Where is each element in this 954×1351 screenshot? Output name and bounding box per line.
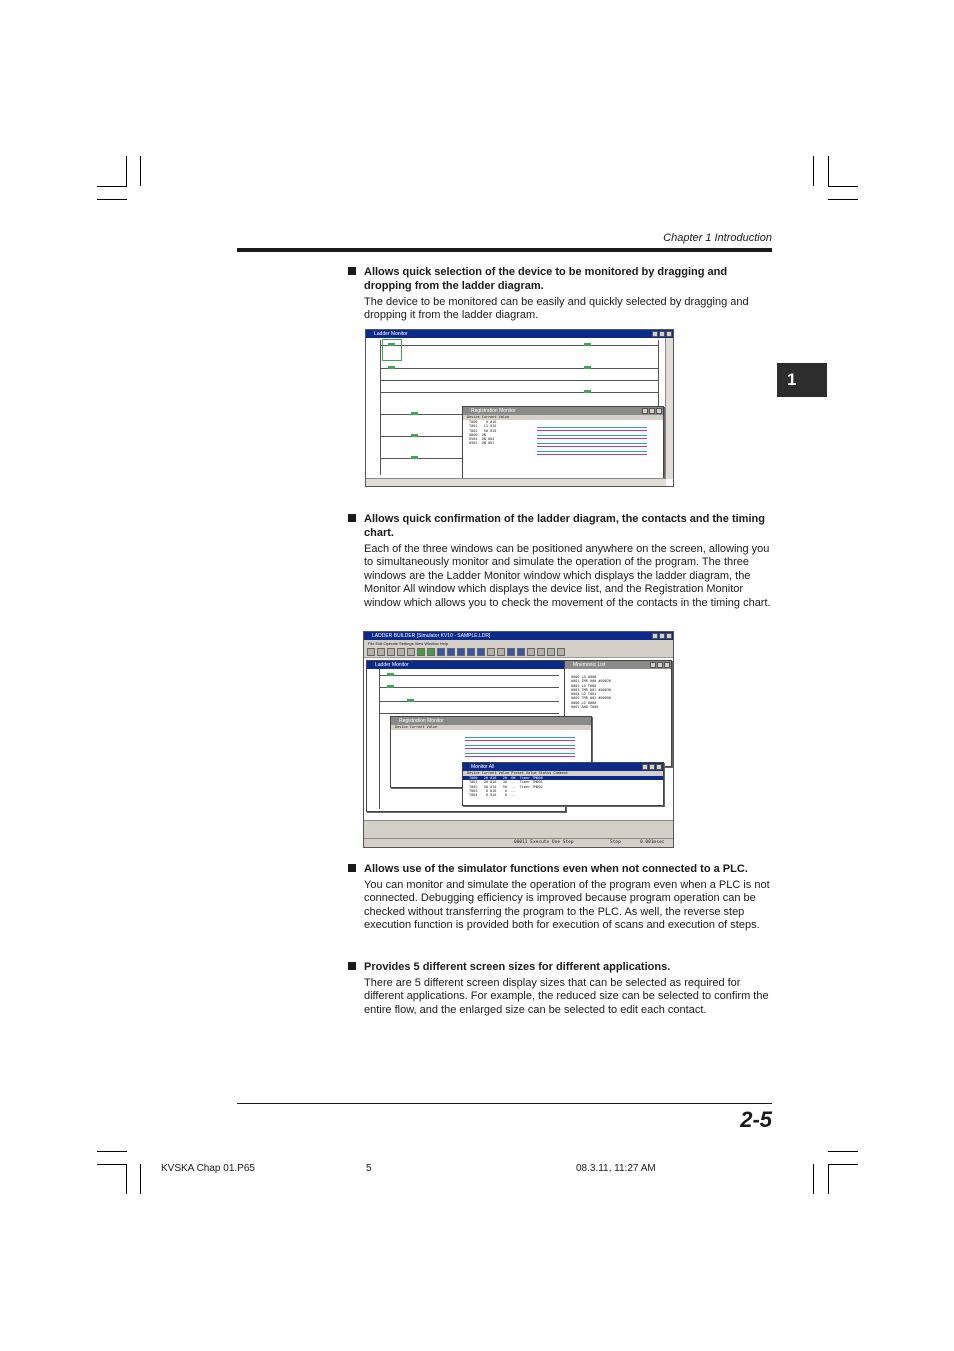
header-rule — [237, 248, 772, 252]
maximize-icon — [649, 764, 655, 770]
crop-mark — [126, 156, 127, 186]
list-item: T003 0 010 0 -- — [469, 788, 516, 793]
coil — [584, 366, 591, 369]
section-4 — [348, 960, 772, 1017]
footer-rule — [237, 1103, 772, 1104]
window-titlebar — [366, 330, 673, 338]
section-body: You can monitor and simulate the operation of the program even when a PLC is not connected. Debugging efficiency is improved because program operation can be checked without transferring the program to the PLC. As well, the reverse step execution function is provided both for execution of scans and execution of steps. — [364, 879, 770, 932]
chapter-tab: 1 — [777, 363, 827, 397]
bullet-icon — [348, 514, 356, 522]
toolbar — [364, 647, 673, 658]
crop-mark — [140, 1164, 141, 1194]
close-icon — [656, 408, 662, 414]
timing-wave — [537, 451, 647, 455]
window-title: Monitor All — [471, 764, 495, 770]
ladder-builder-screenshot — [363, 631, 674, 848]
crop-mark — [126, 1164, 127, 1194]
minimize-icon — [642, 408, 648, 414]
bullet-icon — [348, 864, 356, 872]
close-icon — [664, 662, 670, 668]
minimize-icon — [650, 662, 656, 668]
section-3 — [348, 862, 772, 933]
list-item: T001 30 010 30 -- Timer TM001 — [469, 780, 543, 785]
timing-wave — [537, 427, 647, 431]
list-item: T000 20 010 20 ON Timer TM000 — [463, 776, 663, 780]
status-bar — [364, 838, 673, 847]
list-item: T002 50 010 50 -- Timer TM002 — [469, 784, 543, 789]
list-item: 0800 ON — [469, 432, 486, 437]
maximize-icon — [659, 331, 665, 337]
section-title: Provides 5 different screen sizes for different applications. — [364, 961, 671, 973]
section-2 — [348, 512, 772, 610]
minimize-icon — [652, 633, 658, 639]
window-title: Registration Monitor — [471, 408, 516, 414]
monitor-all-window — [462, 762, 664, 806]
contact — [388, 366, 395, 369]
minimize-icon — [652, 331, 658, 337]
list-item: 0000 LD 0000 — [571, 675, 597, 679]
list-item: 0004 LD T001 — [571, 692, 597, 697]
chapter-header: Chapter 1 Introduction — [663, 232, 772, 244]
section-1 — [348, 265, 772, 323]
bullet-icon — [348, 267, 356, 275]
window-title: Registration Monitor — [399, 718, 444, 724]
minimize-icon — [642, 764, 648, 770]
list-item: T001 11 010 — [469, 424, 497, 429]
list-item: 0003 TMR 001 #00030 — [571, 687, 612, 692]
menu-bar: File Edit Operate Settings View Window Help — [364, 640, 673, 647]
bullet-icon — [348, 962, 356, 970]
list-header: Device Current Value — [391, 725, 591, 730]
contact — [411, 456, 418, 459]
vertical-scrollbar — [665, 338, 673, 479]
crop-mark — [97, 1164, 127, 1165]
close-icon — [666, 331, 672, 337]
ladder-monitor-screenshot — [365, 329, 674, 487]
list-header: Device Current Value Preset Value Status Comment — [463, 771, 663, 776]
footer-page: 5 — [366, 1163, 372, 1174]
window-title: Ladder Monitor — [375, 662, 409, 668]
list-item: 0002 LD T000 — [571, 683, 597, 688]
list-item: 0504 ON 004 — [469, 437, 495, 442]
coil — [584, 390, 591, 393]
crop-mark — [97, 186, 127, 187]
window-title: Mnemonic List — [573, 662, 606, 668]
section-title: Allows quick selection of the device to be monitored by dragging and dropping from the ladder diagram. — [364, 266, 728, 292]
list-item: 0007 AND T000 — [571, 705, 599, 710]
list-item: 0001 TMR 000 #00020 — [571, 679, 612, 684]
contact — [411, 412, 418, 415]
crop-mark — [828, 199, 858, 200]
timing-wave — [537, 435, 647, 439]
horizontal-scrollbar — [366, 478, 666, 486]
crop-mark — [828, 156, 829, 186]
timing-wave — [537, 443, 647, 447]
crop-mark — [828, 1164, 829, 1194]
footer-file: KVSKA Chap 01.P65 — [161, 1163, 255, 1174]
list-item: T004 0 010 0 -- — [469, 793, 516, 798]
maximize-icon — [649, 408, 655, 414]
list-item: T000 0 010 — [469, 420, 497, 424]
window-title: Ladder Monitor — [374, 331, 408, 337]
crop-mark — [828, 1164, 858, 1165]
crop-mark — [828, 1151, 858, 1152]
contact — [411, 434, 418, 437]
maximize-icon — [659, 633, 665, 639]
page-number: 2-5 — [740, 1107, 772, 1132]
close-icon — [656, 764, 662, 770]
list-item: 0006 LD 0000 — [571, 700, 597, 705]
section-title: Allows use of the simulator functions even when not connected to a PLC. — [364, 863, 748, 875]
section-body: The device to be monitored can be easily and quickly selected by dragging and dropping it from the ladder diagram. — [364, 296, 749, 322]
list-header: Device Current Value — [463, 415, 663, 420]
crop-mark — [97, 199, 127, 200]
close-icon — [666, 633, 672, 639]
drag-selection — [382, 339, 402, 361]
crop-mark — [97, 1151, 127, 1152]
left-rail — [380, 340, 381, 475]
status-right: 0.001msec — [640, 840, 665, 845]
maximize-icon — [657, 662, 663, 668]
crop-mark — [828, 186, 858, 187]
window-title: LADDER BUILDER [Simulator KV10 - SAMPLE.LDR] — [372, 633, 491, 639]
register-bar — [364, 820, 673, 839]
list-item: T002 50 010 — [469, 428, 497, 433]
crop-mark — [140, 156, 141, 186]
list-item: 0005 TMR 002 #00050 — [571, 696, 612, 701]
status-mid: Stop — [610, 840, 621, 845]
crop-mark — [813, 1164, 814, 1194]
footer-date: 08.3.11, 11:27 AM — [576, 1163, 656, 1174]
status-left: 00011 Execute One Step — [514, 840, 574, 845]
section-body: There are 5 different screen display sizes that can be selected as required for different applications. For example, the reduced size can be selected to confirm the entire flow, and the enlarged size can be selected to edit each contact. — [364, 977, 769, 1016]
crop-mark — [813, 156, 814, 186]
section-body: Each of the three windows can be positioned anywhere on the screen, allowing you to simultaneously monitor and simulate the operation of the program. The three windows are the Ladder Monitor window which displays the ladder diagram, the Monitor All window which displays the device list, and the Registration Monitor window which allows you to check the movement of the contacts in the timing chart. — [364, 543, 771, 609]
coil — [584, 343, 591, 346]
list-item: 0502 ON 001 — [469, 441, 495, 446]
registration-monitor-window — [462, 406, 664, 480]
section-title: Allows quick confirmation of the ladder diagram, the contacts and the timing chart. — [364, 513, 765, 539]
